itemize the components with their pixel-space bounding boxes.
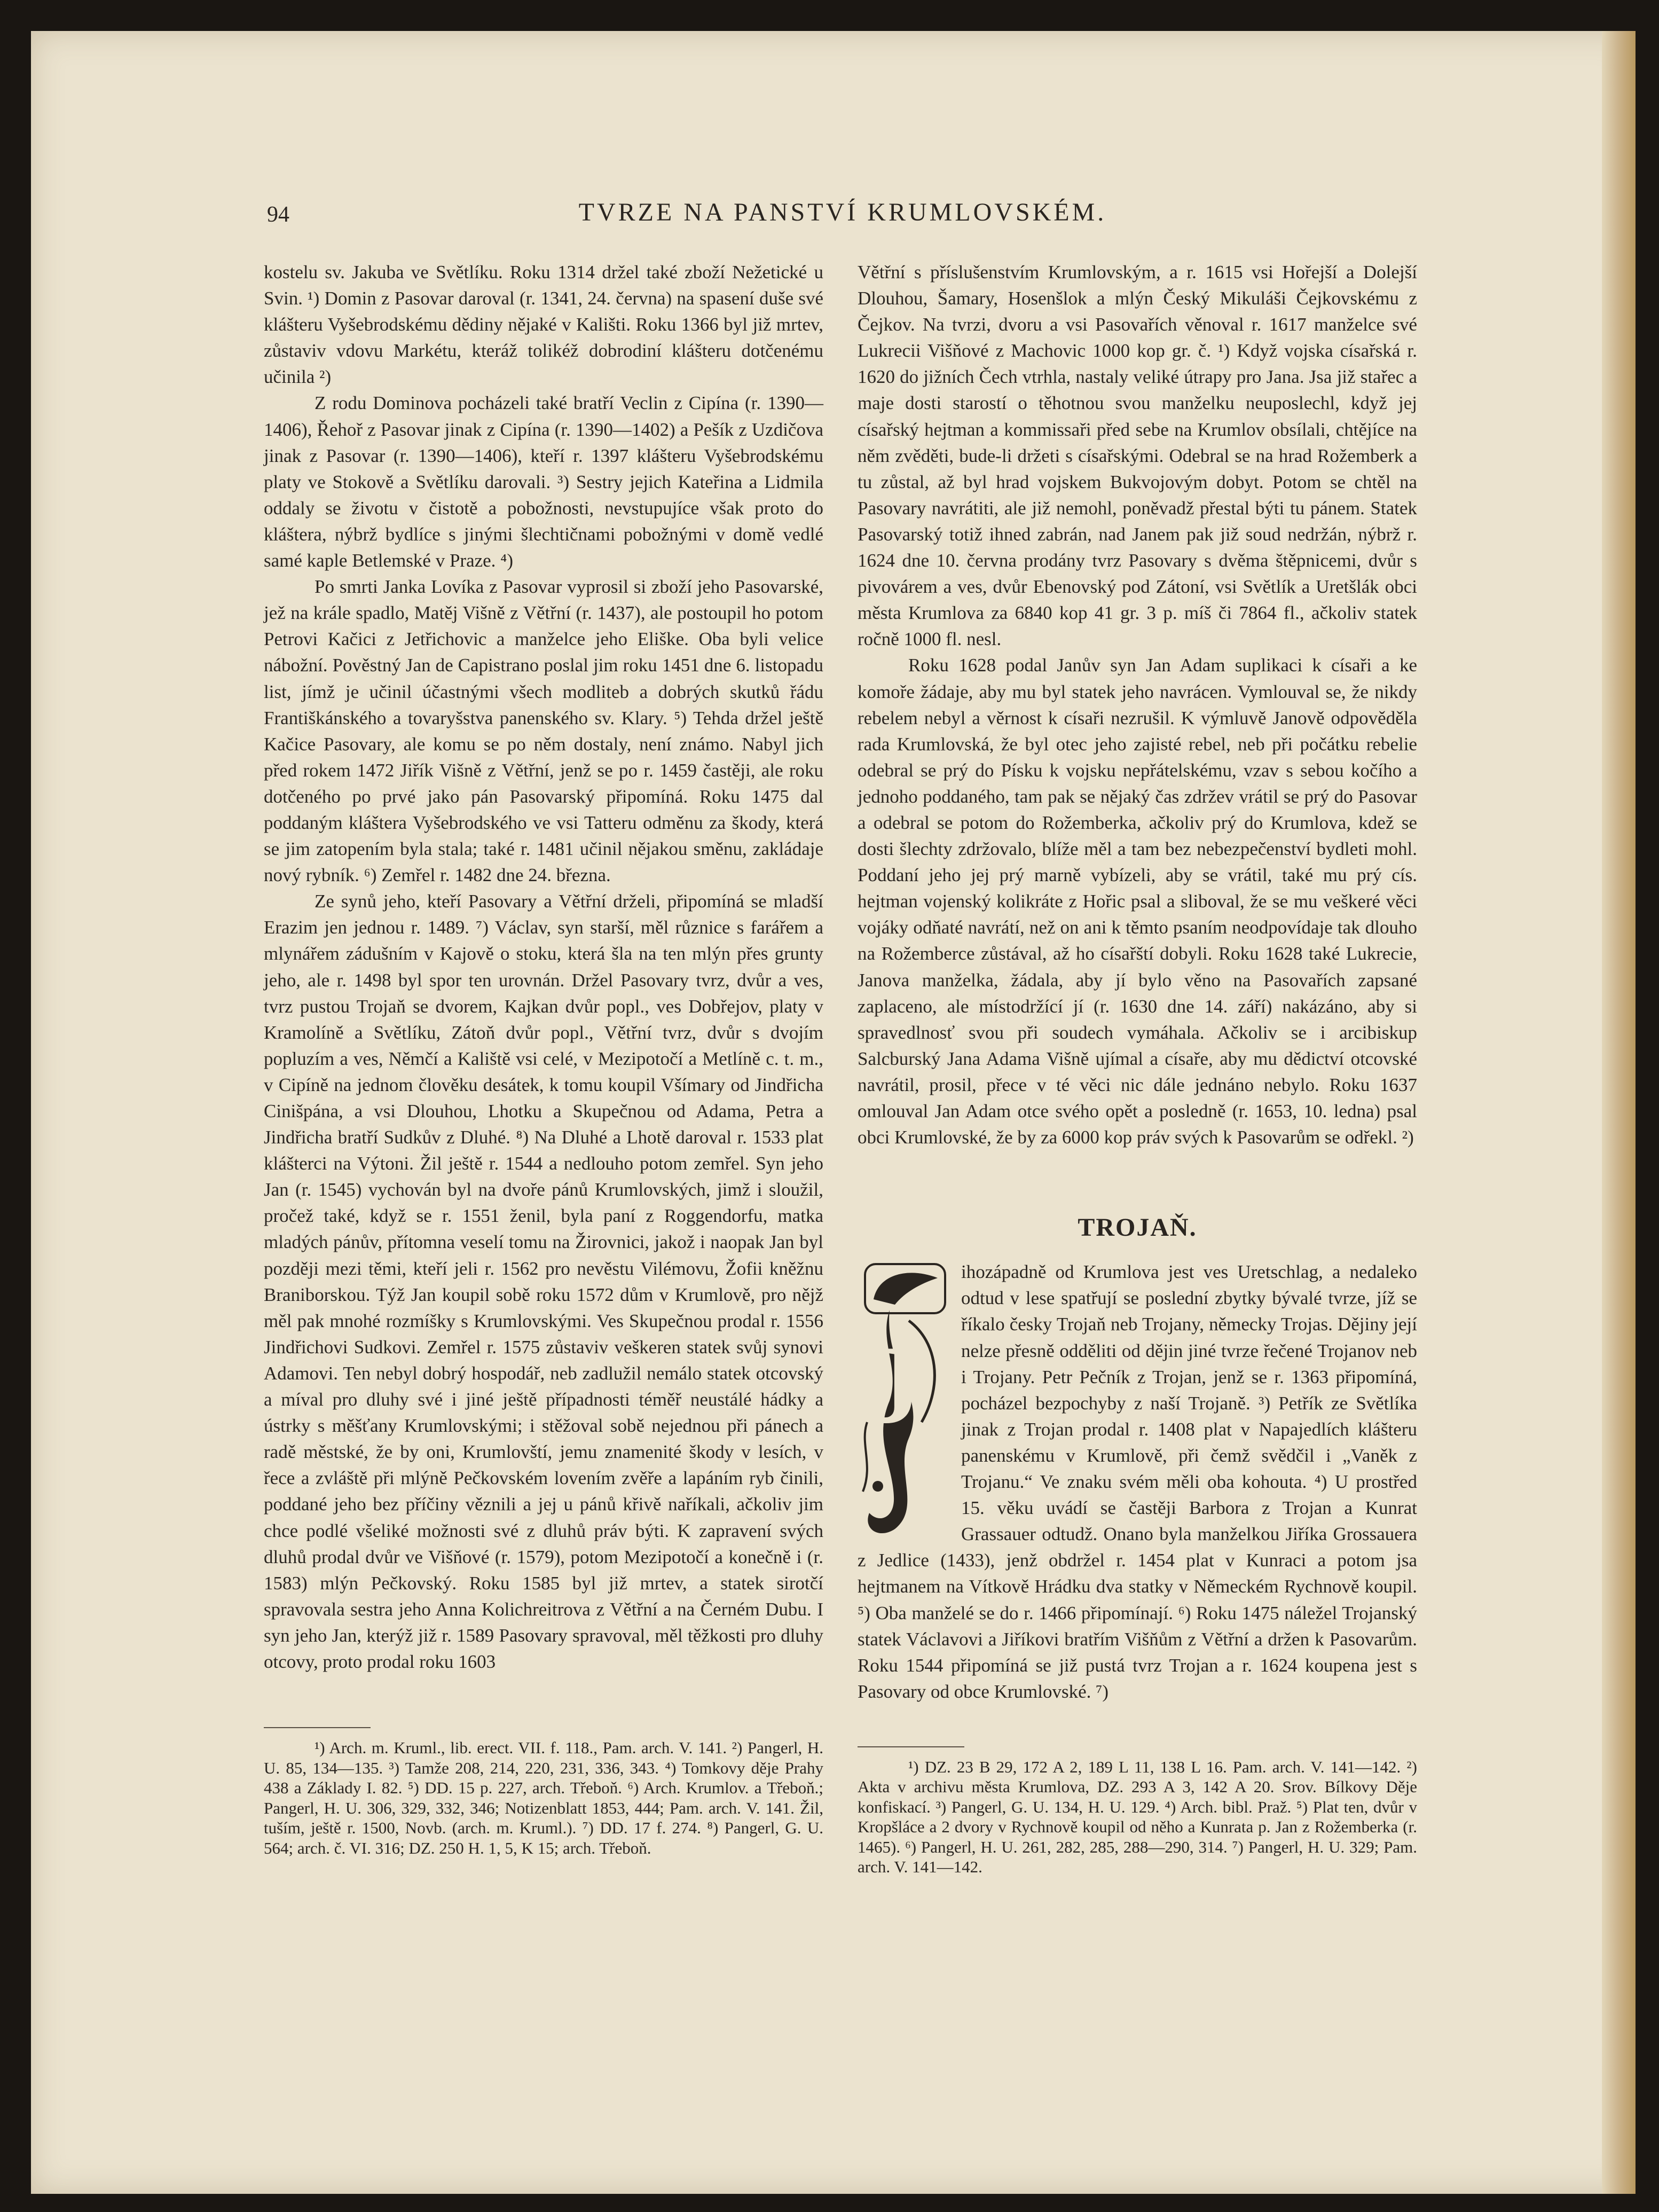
page-number: 94 — [267, 202, 289, 227]
right-column — [858, 259, 1417, 1877]
page-edge — [1602, 31, 1636, 2194]
footnote-rule — [264, 1727, 371, 1728]
footnote-rule — [858, 1746, 964, 1747]
footnote-text: ¹) DZ. 23 B 29, 172 A 2, 189 L 11, 138 L 16. Pam. arch. V. 141—142. ²) Akta v archivu města Krumlova, DZ. 293 A 3, 142 A 20. Srov. Bílkovy Děje konfiskací. ³) Pangerl, G. U. 134, H. U. 129. ⁴) Arch. bibl. Praž. ⁵) Plat ten, dvůr v Kropšláce a 2 dvory v Rychnově koupil od něho a Kunrata p. Jan z Rožemberka (r. 1465). ⁶) Pangerl, H. U. 261, 282, 285, 288—290, 314. ⁷) Pangerl, H. U. 329; Pam. arch. V. 141—142. — [858, 1757, 1417, 1877]
footnotes — [858, 1746, 1417, 1877]
paragraph — [858, 1259, 1417, 1705]
paragraph: Po smrti Janka Lovíka z Pasovar vyprosil si zboží jeho Pasovarské, jež na krále spadlo, Matěj Višně z Větřní (r. 1437), ale postoupil ho potom Petrovi Kačici z Jetřichovic a manželce jeho Eliške. Oba byli velice nábožní. Pověstný Jan de Capistrano poslal jim roku 1451 dne 6. listopadu list, jímž je učinil účastnými všech modliteb a dobrých skutků řádu Františkánského a tovaryšstva panenského sv. Klary. ⁵) Tehda držel ještě Kačice Pasovary, ale komu se po něm dostaly, není známo. Nabyl jich před rokem 1472 Jiřík Višně z Větřní, jenž se po r. 1459 častěji, ale roku dotčeného po prvé jako pán Pasovarský připomíná. Roku 1475 dal poddaným kláštera Vyšebrodského ve vsi Tatteru odměnu za škody, která se jim zatopením byla stala; také r. 1481 učinil nějakou směnu, zakládaje nový rybník. ⁶) Zemřel r. 1482 dne 24. března. — [264, 576, 823, 886]
paragraph: kostelu sv. Jakuba ve Světlíku. Roku 1314 držel také zboží Nežetické u Svin. ¹) Domin z Pasovar daroval (r. 1341, 24. června) na spasení duše své klášteru Vyšebrodskému dědiny nějaké v Kališti. Roku 1366 byl již mrtev, zůstaviv vdovu Markétu, kteráž tolikéž dobrodiní klášteru dotčenému učinila ²) — [264, 262, 823, 388]
left-column — [264, 259, 823, 1858]
footnotes — [264, 1727, 823, 1858]
dropcap-letter: J — [867, 1323, 923, 1447]
paragraph-text: ihozápadně od Krumlova jest ves Uretschlag, a nedaleko odtud v lese spatřují se poslední zbytky bývalé tvrze, jíž se říkalo česky Trojaň neb Trojany, německy Trojas. Dějiny její nelze přesně odděliti od dějin jiné tvrze řečené Trojanov neb i Trojany. Petr Pečník z Trojan, jenž se r. 1363 připomíná, pocházel bezpochyby z naší Trojaně. ³) Petřík ze Světlíka jinak z Trojan prodal r. 1408 plat v Napajedlích klášteru panenskému v Krumlově, při čemž svědčil i „Vaněk z Trojanu.“ Ve znaku svém měli oba kohouta. ⁴) U prostřed 15. věku uvádí se častěji Barbora z Trojan a Kunrat Grassauer odtudž. Onano byla manželkou Jiříka Grossauera z Jedlice (1433), jenž obdržel r. 1454 plat v Kunraci a potom jsa hejtmanem na Vítkově Hrádku dva statky v Německém Rychnově koupil. ⁵) Oba manželé se do r. 1466 připomínají. ⁶) Roku 1475 náležel Trojanský statek Václavovi a Jiříkovi bratřím Višňům z Větřní a držen k Pasovarům. Roku 1544 připomíná se již pustá tvrz Trojan a r. 1624 koupena jest s Pasovary od obce Krumlovské. ⁷) — [858, 1261, 1417, 1702]
section-title: TROJAŇ. — [1078, 1213, 1197, 1242]
running-title: TVRZE NA PANSTVÍ KRUMLOVSKÉM. — [578, 198, 1107, 226]
paragraph: Roku 1628 podal Janův syn Jan Adam suplikaci k císaři a ke komoře žádaje, aby mu byl statek jeho navrácen. Vymlouval se, že nikdy rebelem nebyl a věrnost k císaři nezrušil. K výmluvě Janově odpověděla rada Krumlovská, že byl otec jeho zajisté rebel, neb při počátku rebelie odebral se prý do Písku k vojsku nepřátelskému, vzav s sebou kočího a jednoho poddaného, tam pak se nějaký čas zdržev vrátil se prý do Pasovar a odebral se potom do Rožemberka, ačkoliv prý do Krumlova, kdež se dosti šlechty zdržovalo, blíže měl a tam bez nebezpečenství bydleti mohl. Poddaní jeho jej prý marně vybízeli, aby se vrátil, také mu prý cís. hejtman vojenský kolikráte z Hořic psal a sliboval, že se mu veškeré věci vojáky odňaté navrátí, než on ani k těmto psaním neodpovídaje tak dlouho na Rožemberce zůstával, až ho císařští dobyli. Roku 1628 také Lukrecie, Janova manželka, žádala, aby jí bylo věno na Pasovařích zapsané zaplaceno, ale místodržící jí (r. 1630 dne 14. září) nakázáno, aby si spravedlnosť svou při soudech vymáhala. Ačkoliv se i arcibiskup Salcburský Jana Adama Višně ujímal a císaře, aby mu dědictví otcovské navrátil, prosil, přece v té věci nic dále jednáno nebylo. Roku 1637 omlouval Jan Adam otce svého opět a posledně (r. 1653, 10. ledna) psal obci Krumlovské, že by za 6000 kop práv svých k Pasovarům se odřekl. ²) — [858, 655, 1417, 1148]
page-header — [267, 198, 1418, 235]
decorated-initial-icon — [858, 1262, 952, 1540]
paragraph: Z rodu Dominova pocházeli také bratří Veclin z Cipína (r. 1390—1406), Řehoř z Pasovar jinak z Cipína (r. 1390—1402) a Pešík z Uzdičova jinak z Pasovar (r. 1390—1406), kteří r. 1397 klášteru Vyšebrodskému platy ve Stokově a Světlíku darovali. ³) Sestry jejich Kateřina a Lidmila oddaly se životu v čistotě a pobožnosti, nevstupujíce však proto do kláštera, nýbrž bydlíce s jinými šlechtičnami pobožnými v domě vedlé samé kaple Betlemské v Praze. ⁴) — [264, 393, 823, 571]
paragraph: Větřní s příslušenstvím Krumlovským, a r. 1615 vsi Hořejší a Dolejší Dlouhou, Šamary, Hosenšlok a mlýn Český Mikuláši Čejkovskému z Čejkov. Na tvrzi, dvoru a vsi Pasovařích věnoval r. 1617 manželce své Lukrecii Višňové z Machovic 1000 kop gr. č. ¹) Když vojska císařská r. 1620 do jižních Čech vtrhla, nastaly veliké útrapy pro Jana. Jsa již stařec a maje dosti starostí o těhotnou svou manželku neuposlechl, když jej císařský hejtman a kommissaři před sebe na Krumlov obsílali, chtějíce na něm zvěděti, bude-li držeti s císařskými. Odebral se na hrad Rožemberk a tu zůstal, až byl hrad vojskem Bukvojovým dobyt. Potom se chtěl na Pasovary navrátiti, ale již nemohl, poněvadž přestal býti tu pánem. Statek Pasovarský totiž ihned zabrán, nad Janem pak již soud nedržán, nýbrž r. 1624 dne 10. června prodány tvrz Pasovary s dvěma štěpnicemi, dvůr s pivovárem a ves, dvůr Ebenovský pod Zátoní, vsi Světlík a Uretšlák obci města Krumlova za 6840 kop 41 gr. 3 p. míš či 7864 fl., ačkoliv statek ročně 1000 fl. nesl. — [858, 262, 1417, 650]
footnote-text: ¹) Arch. m. Kruml., lib. erect. VII. f. 118., Pam. arch. V. 141. ²) Pangerl, H. U. 85, 134—135. ³) Tamže 208, 214, 220, 231, 336, 343. ⁴) Tomkovy děje Prahy 438 a Základy I. 82. ⁵) DD. 15 p. 227, arch. Třeboň. ⁶) Arch. Krumlov. a Třeboň.; Pangerl, H. U. 306, 329, 332, 346; Notizenblatt 1853, 444; Pam. arch. V. 141. Žil, tuším, ještě r. 1500, Novb. (arch. m. Kruml.). ⁷) DD. 17 f. 274. ⁸) Pangerl, G. U. 564; arch. č. VI. 316; DZ. 250 H. 1, 5, K 15; arch. Třeboň. — [264, 1738, 823, 1857]
paragraph: Ze synů jeho, kteří Pasovary a Větřní drželi, připomíná se mladší Erazim jen jednou r. 1489. ⁷) Václav, syn starší, měl různice s farářem a mlynářem zádušním v Kajově o stoku, která šla na ten mlýn přes grunty jeho, ale r. 1498 byl spor ten urovnán. Držel Pasovary tvrz, dvůr a ves, tvrz pustou Trojaň se dvorem, Kajkan dvůr popl., ves Dobřejov, platy v Kramolíně a Světlíku, Zátoň dvůr popl., Větřní tvrz, dvůr s dvojím popluzím a ves, Němčí a Kaliště vsi celé, v Mezipotočí a Metlíně c. t. m., v Cipíně na jednom člověku desátek, k tomu koupil Všímary od Jindřicha Cinišpána, a vsi Dlouhou, Lhotku a Skupečnou od Adama, Petra a Jindřicha bratří Sudkův z Dluhé. ⁸) Na Dluhé a Lhotě daroval r. 1533 plat klášterci na Výtoni. Žil ještě r. 1544 a nedlouho potom zemřel. Syn jeho Jan (r. 1545) vychován byl na dvoře pánů Krumlovských, jimž i sloužil, pročež také, když se r. 1551 ženil, byla paní z Roggendorfu, matka mladých pánův, přítomna veselí tomu na Žirovnici, jakož i naopak Jan byl později mezi těmi, kteří jeli r. 1562 pro nevěstu Vilémovu, Žofii kněžnu Braniborskou. Týž Jan koupil sobě roku 1572 dům v Krumlově, pro nějž měl pak mnohé rozmíšky s Krumlovskými. Ves Skupečnou prodal r. 1556 Jindřichovi Sudkovi. Zemřel r. 1575 zůstaviv veškeren statek svůj synovi Adamovi. Ten nebyl dobrý hospodář, neb zadlužil nemálo statek otcovský a míval pro dluhy své i jiné ještě případnosti téměř neustálé hádky a ústrky s měšťany Krumlovskými; i stěžoval sobě nejednou při pánech a radě městské, že by oni, Krumlovští, jemu znamenité škody v lesích, v řece a zvláště při mlýně Pečkovském lovením zvěře a lapáním ryb činili, poddané jeho bez příčiny věznili a jej u pánů křivě naříkali, ačkoliv jim chce podlé všeliké možnosti své z dluhů práv býti. K zapravení svých dluhů prodal dvůr ve Višňové (r. 1579), potom Mezipotočí a konečně i (r. 1583) mlýn Pečkovský. Roku 1585 byl již mrtev, a statek sirotčí spravovala sestra jeho Anna Kolichreitrova z Větřní a na Černém Dubu. I syn jeho Jan, kterýž již r. 1589 Pasovary spravoval, měl těžkosti pro dluhy otcovy, proto prodal roku 1603 — [264, 891, 823, 1672]
